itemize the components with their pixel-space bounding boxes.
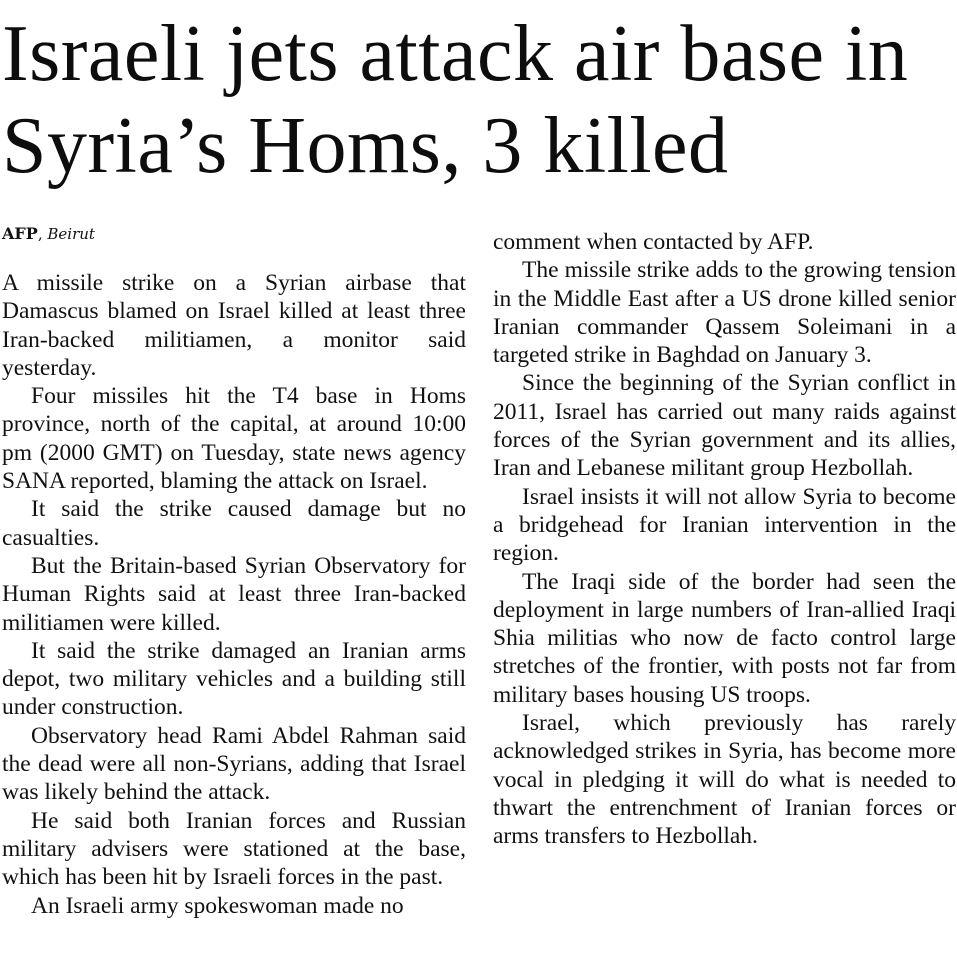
byline-location: Beirut — [47, 225, 95, 243]
paragraph: comment when contacted by AFP. — [493, 229, 814, 255]
paragraph: The Iraqi side of the border had seen the deployment in large numbers of Iran-allied Iraqi Shia militias who now de facto control large stretches of the frontier, with posts not far from military bases housing US troops. — [493, 568, 956, 708]
byline — [2, 224, 95, 244]
paragraph: Observatory head Rami Abdel Rahman said the dead were all non-Syrians, adding that Israel was likely behind the attack. — [2, 722, 466, 806]
headline: Israeli jets attack air base in Syria’s Homs, 3 killed — [2, 10, 909, 190]
byline-separator: , — [37, 225, 43, 243]
article-column-right — [493, 228, 956, 851]
paragraph: Since the beginning of the Syrian conflict in 2011, Israel has carried out many raids against forces of the Syrian government and its allies, Iran and Lebanese militant group Hezbollah. — [493, 370, 956, 482]
paragraph: Israel, which previously has rarely acknowledged strikes in Syria, has become more vocal in pledging it will do what is needed to thwart the entrenchment of Iranian forces or arms transfers to Hezbollah. — [493, 710, 956, 850]
byline-agency: AFP — [2, 224, 38, 243]
paragraph: The missile strike adds to the growing tension in the Middle East after a US drone killed senior Iranian commander Qassem Soleimani in a targeted strike in Baghdad on January 3. — [493, 257, 956, 369]
paragraph: He said both Iranian forces and Russian military advisers were stationed at the base, which has been hit by Israeli forces in the past. — [2, 807, 466, 891]
paragraph: It said the strike damaged an Iranian arms depot, two military vehicles and a building still under construction. — [2, 637, 466, 721]
paragraph: But the Britain-based Syrian Observatory for Human Rights said at least three Iran-backed militiamen were killed. — [2, 552, 466, 636]
paragraph: An Israeli army spokeswoman made no — [31, 892, 404, 919]
paragraph: Israel insists it will not allow Syria to become a bridgehead for Iranian intervention in the region. — [493, 483, 956, 567]
paragraph: A missile strike on a Syrian airbase that Damascus blamed on Israel killed at least three Iran-backed militiamen, a monitor said yesterday. — [2, 270, 466, 381]
paragraph: Four missiles hit the T4 base in Homs province, north of the capital, at around 10:00 pm (2000 GMT) on Tuesday, state news agency SANA reported, blaming the attack on Israel. — [2, 383, 466, 495]
article-column-left — [2, 269, 466, 920]
paragraph: It said the strike caused damage but no casualties. — [2, 496, 466, 551]
